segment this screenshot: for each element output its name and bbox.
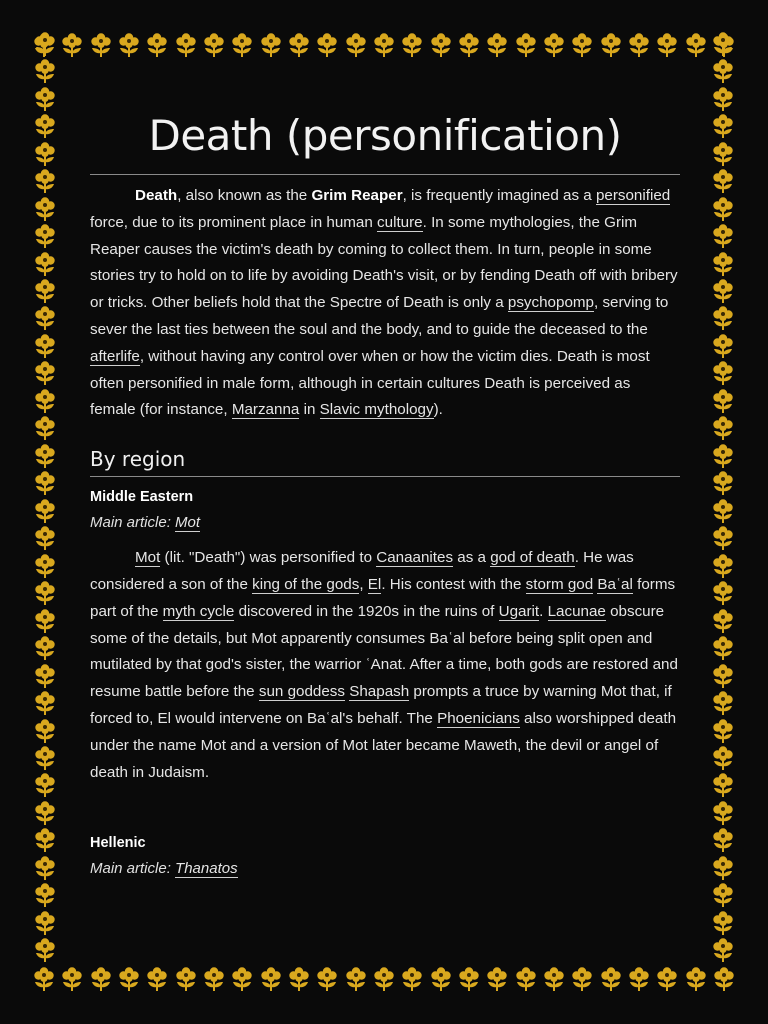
flower-ornament-icon xyxy=(654,32,680,58)
flower-ornament-icon xyxy=(626,966,652,992)
flower-ornament-icon xyxy=(32,718,58,744)
text: . He was considered a son of the xyxy=(90,549,634,593)
flower-ornament-icon xyxy=(32,910,58,936)
flower-ornament-icon xyxy=(710,580,736,606)
flower-ornament-icon xyxy=(513,32,539,58)
flower-ornament-icon xyxy=(32,305,58,331)
flower-ornament-icon xyxy=(513,966,539,992)
flower-ornament-icon xyxy=(173,32,199,58)
text: discovered in the 1920s in the ruins of xyxy=(234,602,499,620)
flower-ornament-icon xyxy=(710,690,736,716)
flower-ornament-icon xyxy=(710,360,736,386)
link-baal[interactable]: Baʿal xyxy=(597,575,633,593)
flower-ornament-icon xyxy=(710,223,736,249)
flower-ornament-icon xyxy=(710,772,736,798)
flower-ornament-icon xyxy=(32,223,58,249)
text: , without having any control over when or how the victim dies. Death is most often personified in male form, although in certain cultures Death is perceived as female (for instance, xyxy=(90,347,650,419)
link-canaanites[interactable]: Canaanites xyxy=(376,549,454,567)
link-personified[interactable]: personified xyxy=(595,187,671,204)
flower-ornament-icon xyxy=(286,966,312,992)
text: , is frequently imagined as a xyxy=(402,187,596,204)
flower-ornament-icon xyxy=(456,32,482,58)
flower-ornament-icon xyxy=(201,966,227,992)
flower-ornament-icon xyxy=(32,141,58,167)
flower-ornament-icon xyxy=(710,608,736,634)
flower-ornament-icon xyxy=(32,553,58,579)
flower-ornament-icon xyxy=(343,966,369,992)
flower-ornament-icon xyxy=(32,745,58,771)
flower-ornament-icon xyxy=(710,443,736,469)
text: forms part of the xyxy=(90,575,676,620)
flower-ornament-icon xyxy=(710,827,736,853)
article-content xyxy=(90,100,680,882)
flower-ornament-icon xyxy=(371,966,397,992)
flower-ornament-icon xyxy=(32,86,58,112)
link-culture[interactable]: culture xyxy=(377,213,423,231)
text: . In some mythologies, the Grim Reaper causes the victim's death by coming to collect them. In turn, people in some stories try to hold on to life by avoiding Death's visit, or by fending Death off with bribery or tricks. Other beliefs hold that the Spectre of Death is only a xyxy=(90,213,678,312)
link-marzanna[interactable]: Marzanna xyxy=(231,401,300,419)
middle-eastern-paragraph xyxy=(90,545,680,786)
flower-ornament-icon xyxy=(428,966,454,992)
flower-ornament-icon xyxy=(710,855,736,881)
flower-ornament-icon xyxy=(456,966,482,992)
flower-ornament-icon xyxy=(710,415,736,441)
flower-ornament-icon xyxy=(32,800,58,826)
link-god-of-death[interactable]: god of death xyxy=(490,549,575,567)
flower-ornament-icon xyxy=(710,525,736,551)
flower-ornament-icon xyxy=(32,58,58,84)
link-king-of-the-gods[interactable]: king of the gods xyxy=(252,575,360,593)
flower-ornament-icon xyxy=(32,882,58,908)
flower-ornament-icon xyxy=(32,168,58,194)
flower-ornament-icon xyxy=(32,663,58,689)
flower-ornament-icon xyxy=(32,827,58,853)
link-el[interactable]: El xyxy=(367,575,382,593)
flower-ornament-icon xyxy=(569,966,595,992)
flower-ornament-icon xyxy=(710,745,736,771)
flower-ornament-icon xyxy=(710,663,736,689)
flower-ornament-icon xyxy=(683,32,709,58)
flower-ornament-icon xyxy=(371,32,397,58)
flower-ornament-icon xyxy=(710,113,736,139)
text: as a xyxy=(453,549,491,567)
flower-ornament-icon xyxy=(569,32,595,58)
flower-ornament-icon xyxy=(710,333,736,359)
flower-ornament-icon xyxy=(654,966,680,992)
flower-ornament-icon xyxy=(32,635,58,661)
text: ). xyxy=(433,401,443,419)
main-article-note xyxy=(90,856,680,882)
link-storm-god[interactable]: storm god xyxy=(525,575,594,593)
flower-ornament-icon xyxy=(229,966,255,992)
flower-ornament-icon xyxy=(144,32,170,58)
text: Main article: xyxy=(90,514,176,532)
flower-ornament-icon xyxy=(710,86,736,112)
link-shapash[interactable]: Shapash xyxy=(349,683,410,701)
flower-ornament-icon xyxy=(32,360,58,386)
flower-ornament-icon xyxy=(710,251,736,277)
flower-ornament-icon xyxy=(258,32,284,58)
text: obscure some of the details, but Mot apparently consumes Baʿal before being split open and mutilated by that god's sister, the warrior ʿAnat. After a time, both gods are restored and resume battle before the xyxy=(90,602,678,701)
link-main-thanatos[interactable]: Thanatos xyxy=(175,860,238,878)
flower-ornament-icon xyxy=(399,966,425,992)
flower-ornament-icon xyxy=(710,718,736,744)
flower-ornament-icon xyxy=(116,966,142,992)
page-title: Death (personification) xyxy=(148,111,622,160)
flower-ornament-icon xyxy=(710,882,736,908)
flower-ornament-icon xyxy=(59,32,85,58)
flower-ornament-icon xyxy=(201,32,227,58)
flower-ornament-icon xyxy=(32,388,58,414)
flower-ornament-icon xyxy=(116,32,142,58)
flower-ornament-icon xyxy=(598,966,624,992)
link-myth-cycle[interactable]: myth cycle xyxy=(162,602,235,620)
flower-ornament-icon xyxy=(88,32,114,58)
flower-ornament-icon xyxy=(710,800,736,826)
section-heading-by-region: By region xyxy=(90,447,186,472)
intro-paragraph xyxy=(90,183,680,424)
flower-ornament-icon xyxy=(32,498,58,524)
flower-ornament-icon xyxy=(32,580,58,606)
flower-ornament-icon xyxy=(32,333,58,359)
link-psychopomp[interactable]: psychopomp xyxy=(507,294,594,312)
flower-ornament-icon xyxy=(626,32,652,58)
flower-ornament-icon xyxy=(32,937,58,963)
flower-ornament-icon xyxy=(32,31,58,57)
text: , also known as the xyxy=(177,187,312,204)
flower-ornament-icon xyxy=(32,470,58,496)
flower-ornament-icon xyxy=(710,168,736,194)
flower-ornament-icon xyxy=(710,937,736,963)
subsection-heading-middle-eastern: Middle Eastern xyxy=(90,489,194,506)
flower-ornament-icon xyxy=(428,32,454,58)
flower-ornament-icon xyxy=(144,966,170,992)
text: Main article: xyxy=(90,860,176,878)
flower-ornament-icon xyxy=(32,772,58,798)
ornamental-border-top xyxy=(30,30,738,60)
text: (lit. "Death") was personified to xyxy=(160,549,377,567)
subsection-heading-hellenic: Hellenic xyxy=(90,835,146,852)
link-mot[interactable]: Mot xyxy=(135,549,161,567)
flower-ornament-icon xyxy=(710,388,736,414)
flower-ornament-icon xyxy=(59,966,85,992)
flower-ornament-icon xyxy=(32,855,58,881)
flower-ornament-icon xyxy=(710,470,736,496)
flower-ornament-icon xyxy=(710,305,736,331)
flower-ornament-icon xyxy=(32,443,58,469)
flower-ornament-icon xyxy=(314,32,340,58)
flower-ornament-icon xyxy=(541,966,567,992)
flower-ornament-icon xyxy=(32,278,58,304)
flower-ornament-icon xyxy=(229,32,255,58)
flower-ornament-icon xyxy=(484,32,510,58)
flower-ornament-icon xyxy=(710,635,736,661)
flower-ornament-icon xyxy=(32,415,58,441)
text: prompts a truce by warning Mot that, if forced to, El would intervene on Baʿal's behalf. The xyxy=(90,683,672,727)
flower-ornament-icon xyxy=(710,141,736,167)
text: . xyxy=(539,602,548,620)
ornamental-border-left xyxy=(30,30,60,994)
ornamental-border-right xyxy=(708,30,738,994)
flower-ornament-icon xyxy=(541,32,567,58)
text: also worshipped death under the name Mot and a version of Mot later became Maweth, the devil or angel of death in Judaism. xyxy=(90,709,677,781)
link-ugarit[interactable]: Ugarit xyxy=(498,602,540,620)
flower-ornament-icon xyxy=(710,58,736,84)
flower-ornament-icon xyxy=(88,966,114,992)
link-main-mot[interactable]: Mot xyxy=(175,514,201,532)
flower-ornament-icon xyxy=(710,498,736,524)
link-afterlife[interactable]: afterlife xyxy=(90,347,140,365)
flower-ornament-icon xyxy=(484,966,510,992)
flower-ornament-icon xyxy=(286,32,312,58)
flower-ornament-icon xyxy=(399,32,425,58)
main-article-note xyxy=(90,510,680,536)
link-lacunae[interactable]: Lacunae xyxy=(547,602,606,620)
bold-term-grim-reaper: Grim Reaper xyxy=(311,187,403,204)
flower-ornament-icon xyxy=(32,113,58,139)
text: in xyxy=(299,401,320,419)
flower-ornament-icon xyxy=(710,910,736,936)
link-phoenicians[interactable]: Phoenicians xyxy=(437,709,520,727)
flower-ornament-icon xyxy=(343,32,369,58)
flower-ornament-icon xyxy=(32,196,58,222)
flower-ornament-icon xyxy=(258,966,284,992)
flower-ornament-icon xyxy=(32,690,58,716)
link-sun-goddess[interactable]: sun goddess xyxy=(258,683,345,701)
flower-ornament-icon xyxy=(32,525,58,551)
flower-ornament-icon xyxy=(173,966,199,992)
flower-ornament-icon xyxy=(32,251,58,277)
text: force, due to its prominent place in human xyxy=(90,213,378,231)
text: . His contest with the xyxy=(381,575,526,593)
flower-ornament-icon xyxy=(710,31,736,57)
link-slavic-mythology[interactable]: Slavic mythology xyxy=(319,401,434,419)
flower-ornament-icon xyxy=(683,966,709,992)
text: , xyxy=(359,575,368,593)
flower-ornament-icon xyxy=(598,32,624,58)
bold-term-death: Death xyxy=(135,187,178,204)
flower-ornament-icon xyxy=(710,196,736,222)
flower-ornament-icon xyxy=(710,553,736,579)
title-divider xyxy=(90,174,680,175)
flower-ornament-icon xyxy=(710,278,736,304)
text: , serving to sever the last ties between the soul and the body, and to guide the deceased to the xyxy=(90,294,669,338)
ornamental-border-bottom xyxy=(30,964,738,994)
section-divider xyxy=(90,476,680,477)
flower-ornament-icon xyxy=(32,608,58,634)
flower-ornament-icon xyxy=(314,966,340,992)
